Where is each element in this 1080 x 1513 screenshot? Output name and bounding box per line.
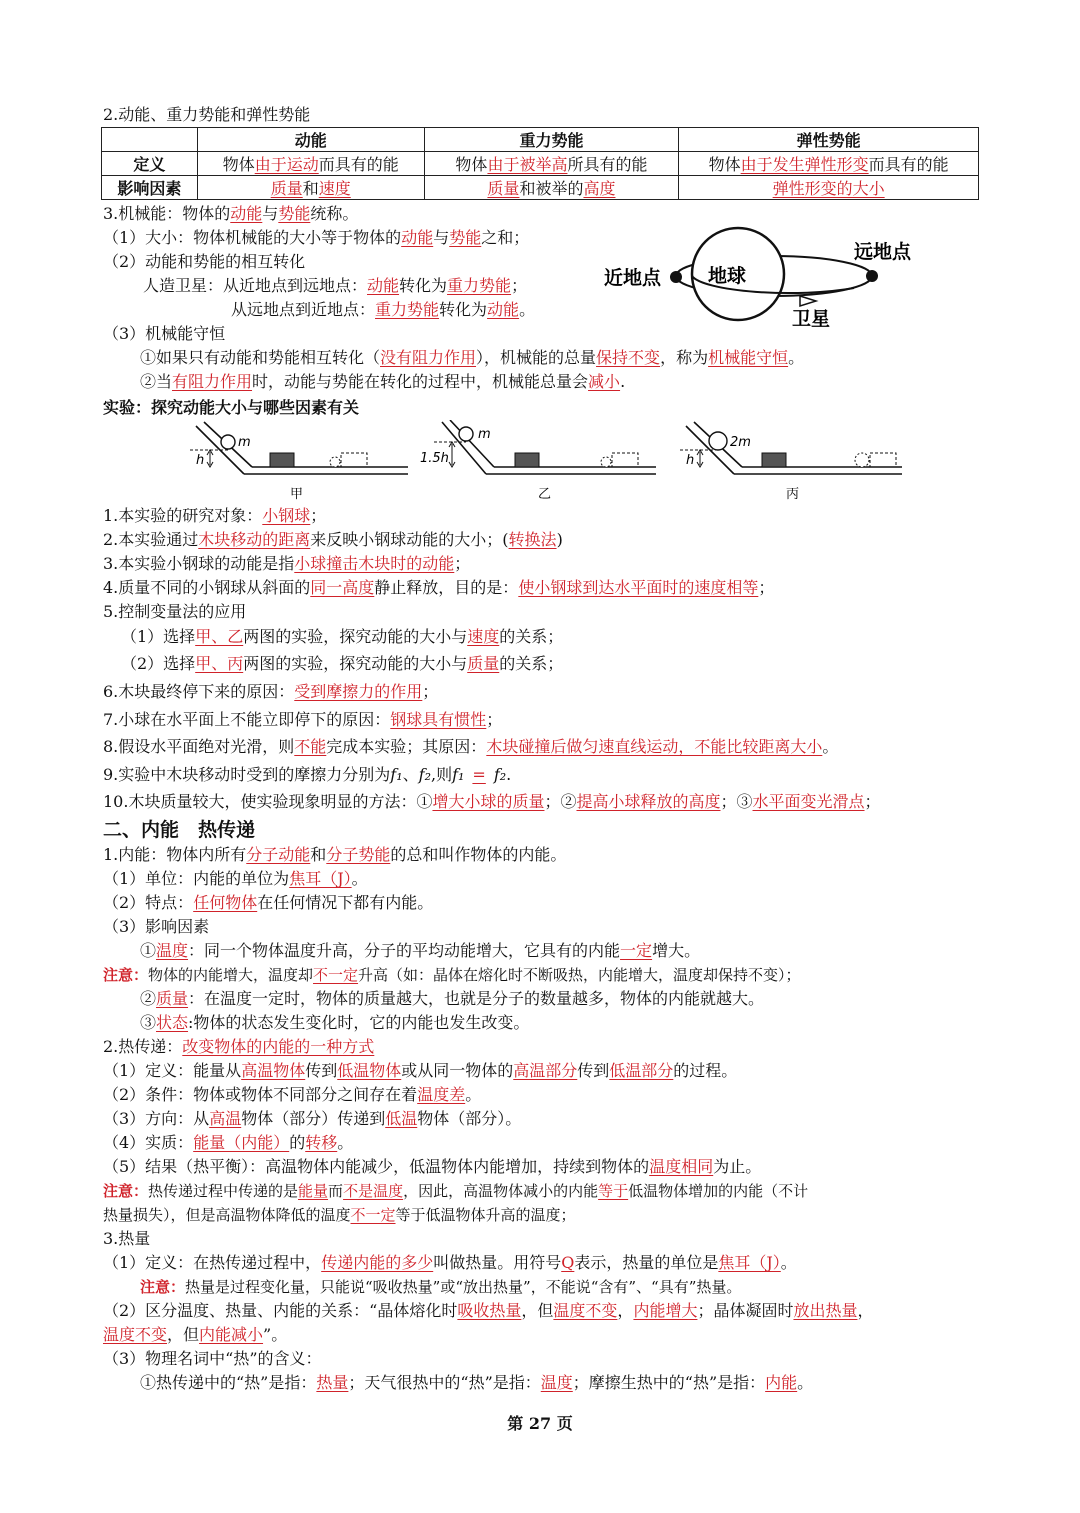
- table-header-cell: 动能: [197, 128, 424, 152]
- svg-text:乙: 乙: [538, 487, 552, 502]
- section-title-energy: 2.动能、重力势能和弹性势能: [103, 105, 311, 124]
- figure-yi: [420, 420, 660, 510]
- heat-b3: （2）条件：物体或物体不同部分之间存在着温度差。: [103, 1085, 482, 1104]
- mech-line-2: （1）大小：物体机械能的大小等于物体的动能与势能之和；: [103, 228, 530, 247]
- table-cell: 质量和被举的高度: [424, 176, 679, 200]
- mech-line-3: （2）动能和势能的相互转化: [103, 252, 306, 271]
- heat-a7: ②质量：在温度一定时，物体的质量越大，也就是分子的数量越多，物体的内能就越大。: [140, 989, 765, 1008]
- heat-b2: （1）定义：能量从高温物体传到低温物体或从同一物体的高温部分传到低温部分的过程。: [103, 1061, 738, 1080]
- exp-q5b: （2）选择甲、丙两图的实验，探究动能的大小与质量的关系；: [121, 654, 564, 673]
- exp-q8: 8.假设水平面绝对光滑，则不能完成本实验；其原因：木块碰撞后做匀速直线运动，不能比较距离大小。: [103, 737, 839, 756]
- exp-q4: 4.质量不同的小钢球从斜面的同一高度静止释放，目的是：使小钢球到达水平面时的速度相等；: [103, 578, 775, 597]
- table-cell: 弹性形变的大小: [679, 176, 979, 200]
- near-point-label: 近地点: [604, 267, 662, 289]
- table-header-row: [102, 128, 979, 152]
- heat-b1: 2.热传递：改变物体的内能的一种方式: [103, 1037, 375, 1056]
- heat-c5: 温度不变，但内能减小”。: [103, 1325, 288, 1344]
- satellite-arrow: [800, 296, 816, 306]
- far-point-label: 远地点: [854, 241, 912, 263]
- figure-bing: [672, 420, 908, 510]
- heat-c4: （2）区分温度、热量、内能的关系：“晶体熔化时吸收热量，但温度不变，内能增大；晶体凝固时放出热量，: [103, 1301, 874, 1320]
- row-label: 影响因素: [102, 176, 198, 200]
- heat-b8-note: 热量损失），但是高温物体降低的温度不一定等于低温物体升高的温度；: [103, 1206, 576, 1224]
- heat-c6: （3）物理名词中“热”的含义：: [103, 1349, 322, 1368]
- near-point-dot: [670, 271, 682, 283]
- exp-q2: 2.本实验通过木块移动的距离来反映小钢球动能的大小；(转换法): [103, 530, 563, 549]
- exp-q7: 7.小球在水平面上不能立即停下的原因：钢球具有惯性；: [103, 710, 503, 729]
- table-cell: 物体由于发生弹性形变而具有的能: [679, 152, 979, 176]
- heat-a1: 1.内能：物体内所有分子动能和分子势能的总和叫作物体的内能。: [103, 845, 567, 864]
- row-label: 定义: [102, 152, 198, 176]
- heat-a4: （3）影响因素: [103, 917, 210, 936]
- heat-c3-note: 注意：热量是过程变化量，只能说“吸收热量”或“放出热量”，不能说“含有”、“具有”热量。: [140, 1278, 742, 1296]
- page-number: 第 27 页: [507, 1414, 573, 1433]
- heat-c1: 3.热量: [103, 1229, 151, 1248]
- table-cell: 物体由于运动而具有的能: [197, 152, 424, 176]
- experiment-title: 实验：探究动能大小与哪些因素有关: [103, 398, 360, 417]
- mech-line-7: ①如果只有动能和势能相互转化（没有阻力作用），机械能的总量保持不变，称为机械能守恒。: [140, 348, 805, 367]
- heat-b5: （4）实质：能量（内能）的转移。: [103, 1133, 354, 1152]
- table-header-cell: 重力势能: [424, 128, 679, 152]
- heat-a8: ③状态:物体的状态发生变化时，它的内能也发生改变。: [140, 1013, 530, 1032]
- heat-c7: ①热传递中的“热”是指：热量；天气很热中的“热”是指：温度；摩擦生热中的“热”是指：内能。: [140, 1373, 814, 1392]
- energy-table: [101, 127, 979, 200]
- table-header-cell: 弹性势能: [679, 128, 979, 152]
- mech-line-5: 从远地点到近地点：重力势能转化为动能。: [231, 300, 536, 319]
- heat-a6-note: 注意：物体的内能增大，温度却不一定升高（如：晶体在熔化时不断吸热，内能增大，温度却保持不变）；: [103, 966, 801, 984]
- heat-b6: （5）结果（热平衡）：高温物体内能减少，低温物体内能增加，持续到物体的温度相同为止。: [103, 1157, 762, 1176]
- exp-q9: 9.实验中木块移动时受到的摩擦力分别为f₁、f₂,则f₁ = f₂.: [103, 765, 512, 784]
- svg-text:甲: 甲: [290, 487, 304, 502]
- heat-b7-note: 注意：热传递过程中传递的是能量而不是温度，因此，高温物体减小的内能等于低温物体增加的内能（不计: [103, 1182, 809, 1200]
- exp-q3: 3.本实验小钢球的动能是指小球撞击木块时的动能；: [103, 554, 471, 573]
- exp-q6: 6.木块最终停下来的原因：受到摩擦力的作用；: [103, 682, 439, 701]
- exp-q10: 10.木块质量较大，使实验现象明显的方法：①增大小球的质量；②提高小球释放的高度；③水平面变光滑点；: [103, 792, 881, 811]
- heat-b4: （3）方向：从高温物体（部分）传递到低温物体（部分）。: [103, 1109, 522, 1128]
- mech-line-1: 3.机械能：物体的动能与势能统称。: [103, 204, 359, 223]
- table-header-cell: [102, 128, 198, 152]
- svg-text:m: m: [238, 435, 251, 450]
- mech-line-8: ②当有阻力作用时，动能与势能在转化的过程中，机械能总量会减小.: [140, 372, 626, 391]
- heat-a3: （2）特点：任何物体在任何情况下都有内能。: [103, 893, 434, 912]
- earth-label: 地球: [708, 265, 747, 287]
- exp-q1: 1.本实验的研究对象：小钢球；: [103, 506, 327, 525]
- heat-c2: （1）定义：在热传递过程中，传递内能的多少叫做热量。用符号Q表示，热量的单位是焦耳（J）。: [103, 1253, 797, 1272]
- table-cell: 质量和速度: [197, 176, 424, 200]
- section-title-heat: 二、内能 热传递: [103, 819, 256, 841]
- svg-text:2m: 2m: [730, 435, 751, 450]
- svg-text:1.5h: 1.5h: [420, 451, 449, 466]
- table-row: [102, 176, 979, 200]
- exp-q5: 5.控制变量法的应用: [103, 602, 247, 621]
- exp-q5a: （1）选择甲、乙两图的实验，探究动能的大小与速度的关系；: [121, 627, 564, 646]
- svg-text:丙: 丙: [786, 487, 800, 502]
- svg-text:h: h: [686, 453, 695, 468]
- table-cell: 物体由于被举高所具有的能: [424, 152, 679, 176]
- svg-text:m: m: [478, 427, 491, 442]
- far-point-dot: [866, 270, 878, 282]
- figure-jia: [186, 420, 414, 510]
- table-row: [102, 152, 979, 176]
- heat-a2: （1）单位：内能的单位为焦耳（J）。: [103, 869, 368, 888]
- orbit-diagram: [596, 222, 936, 334]
- svg-text:h: h: [196, 453, 205, 468]
- mech-line-4: 人造卫星：从近地点到远地点：动能转化为重力势能；: [143, 276, 528, 295]
- heat-a5: ①温度：同一个物体温度升高，分子的平均动能增大，它具有的内能一定增大。: [140, 941, 701, 960]
- satellite-label: 卫星: [792, 308, 831, 330]
- mech-line-6: （3）机械能守恒: [103, 324, 226, 343]
